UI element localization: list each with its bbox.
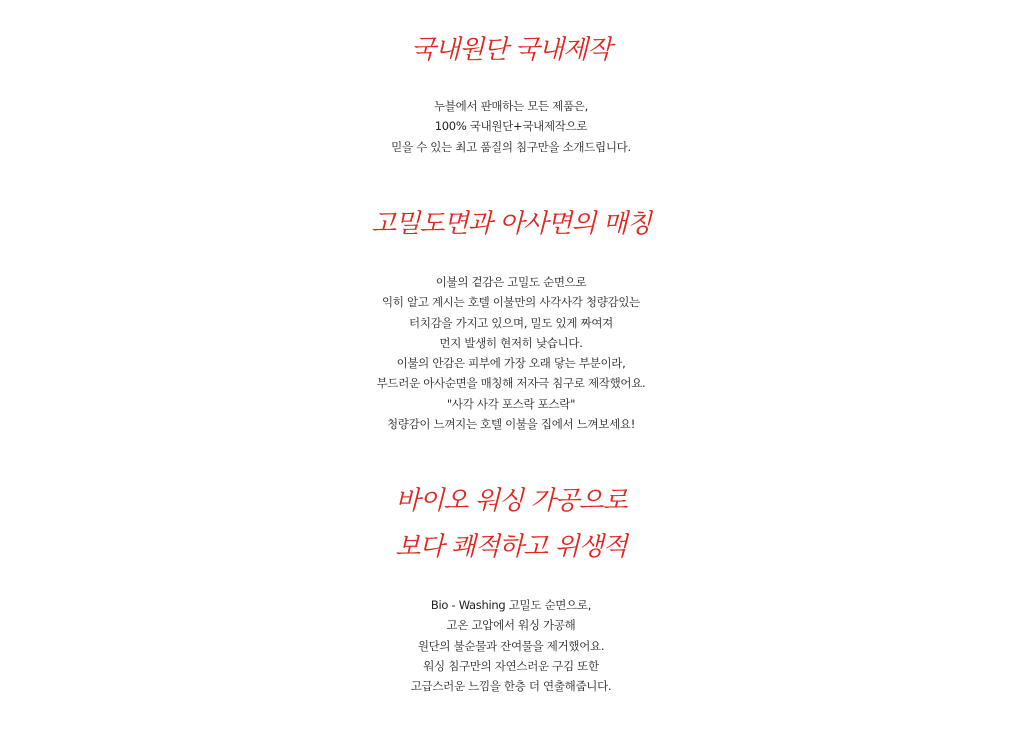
body-line: 이불의 겉감은 고밀도 순면으로	[435, 275, 587, 289]
body-line: "사각 사각 포스락 포스락"	[446, 396, 576, 411]
heading-line: 보다 쾌적하고 위생적	[395, 532, 627, 562]
body-line: 부드러운 아사순면을 매칭해 저자극 침구로 제작했어요.	[376, 376, 646, 391]
section-body	[0, 96, 1022, 157]
section-domestic-fabric	[0, 27, 1022, 157]
section-heading	[0, 27, 1022, 73]
body-line: Bio - Washing 고밀도 순면으로,	[430, 598, 592, 612]
body-line: 청량감이 느껴지는 호텔 이불을 집에서 느껴보세요!	[386, 417, 636, 432]
body-line: 믿을 수 있는 최고 품질의 침구만을 소개드립니다.	[391, 139, 631, 154]
body-line: 워싱 침구만의 자연스러운 구김 또한	[423, 658, 599, 673]
heading-line: 고밀도면과 아사면의 매칭	[371, 209, 651, 239]
section-fabric-matching	[0, 201, 1022, 434]
body-line: 100% 국내원단+국내제작으로	[434, 119, 588, 134]
heading-line: 바이오 워싱 가공으로	[395, 486, 627, 516]
body-line: 고온 고압에서 워싱 가공해	[446, 618, 576, 633]
section-body	[0, 272, 1022, 434]
section-heading	[0, 478, 1022, 570]
body-line: 익히 알고 계시는 호텔 이불만의 사각사각 청량감있는	[382, 295, 640, 310]
body-line: 누블에서 판매하는 모든 제품은,	[434, 99, 588, 113]
body-line: 이불의 안감은 피부에 가장 오래 닿는 부분이라,	[396, 356, 626, 371]
section-body	[0, 595, 1022, 696]
body-line: 터치감을 가지고 있으며, 밀도 있게 짜여져	[409, 315, 613, 330]
section-heading	[0, 201, 1022, 247]
body-line: 원단의 불순물과 잔여물을 제거했어요.	[417, 638, 605, 653]
section-bio-washing	[0, 478, 1022, 696]
heading-line: 국내원단 국내제작	[410, 35, 612, 65]
body-line: 먼지 발생히 현저히 낮습니다.	[439, 335, 583, 350]
body-line: 고급스러운 느낌을 한층 더 연출해줍니다.	[410, 679, 612, 694]
